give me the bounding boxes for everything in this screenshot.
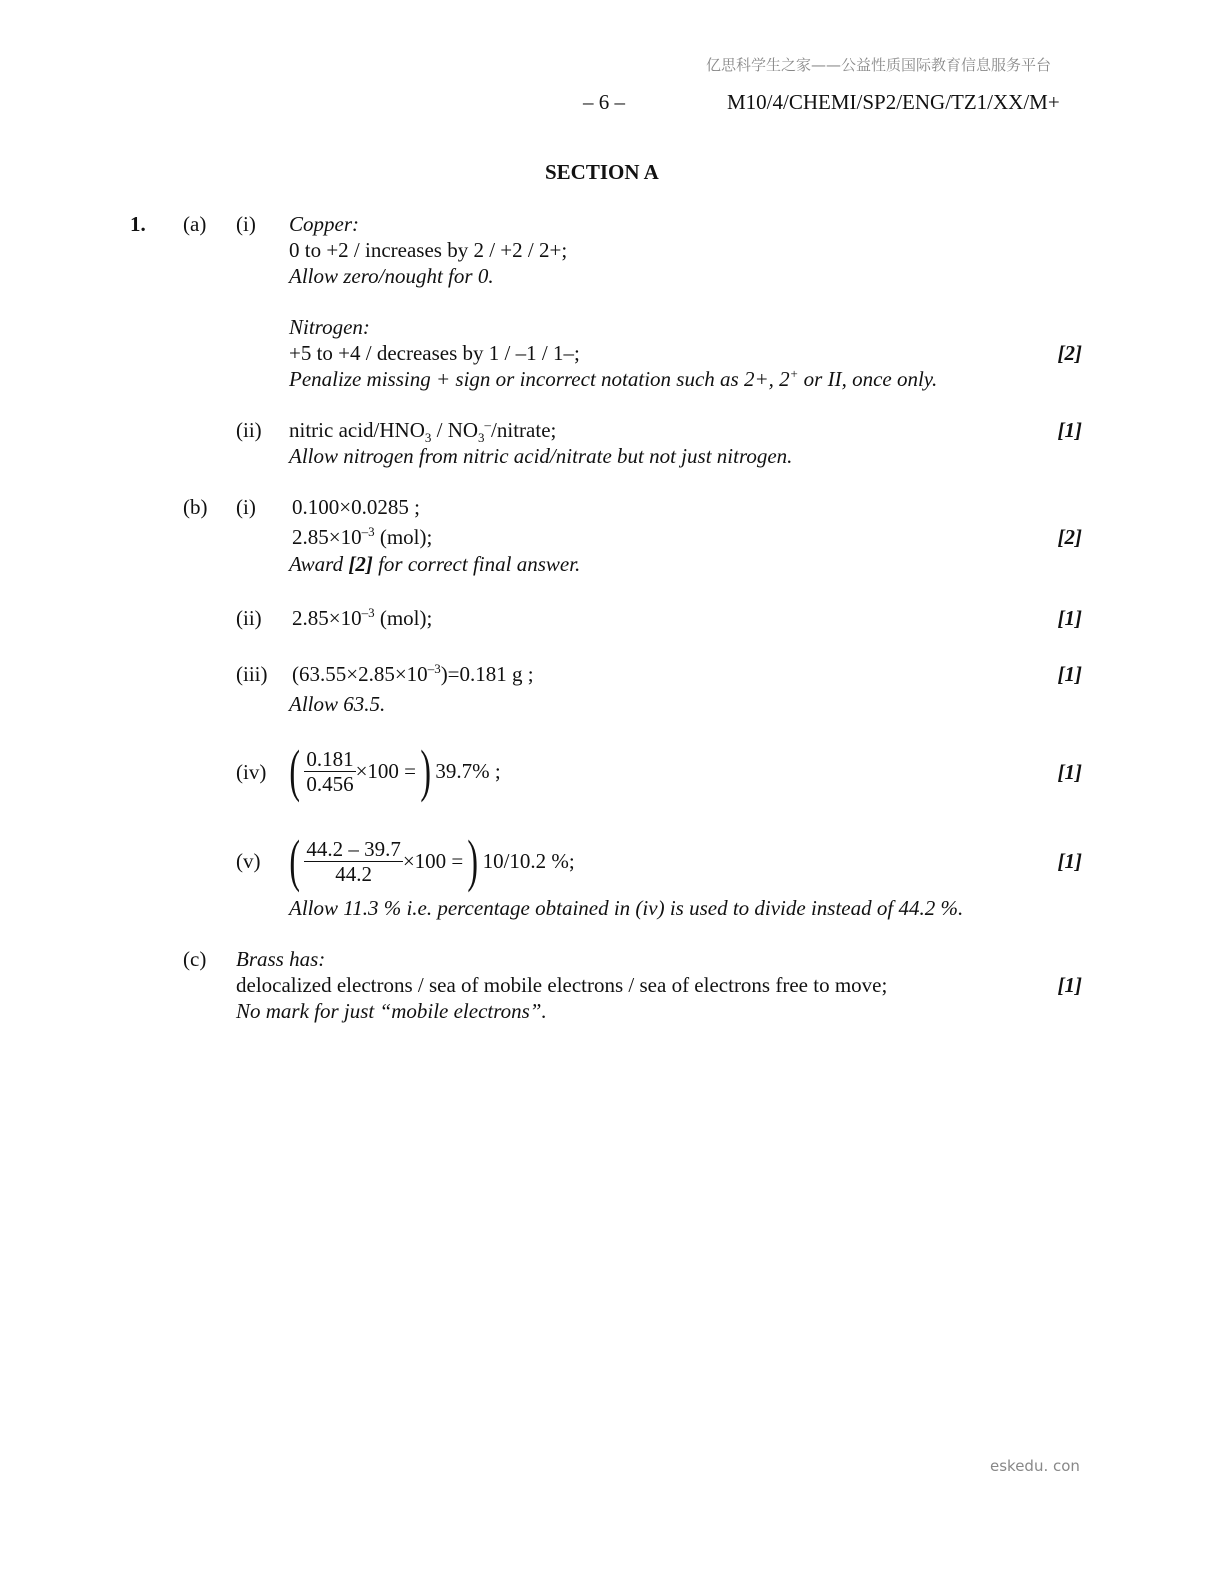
question-number: 1. xyxy=(130,212,146,236)
right-parenthesis: ) xyxy=(420,738,431,804)
part-c-marks: [1] xyxy=(1057,973,1082,997)
left-parenthesis: ( xyxy=(289,738,300,804)
part-b-ii-marks: [1] xyxy=(1057,606,1082,630)
part-c-answer: delocalized electrons / sea of mobile electrons / sea of electrons free to move; xyxy=(236,973,888,997)
part-b-iii-marks: [1] xyxy=(1057,662,1082,686)
section-title: SECTION A xyxy=(545,160,659,184)
copper-note: Allow zero/nought for 0. xyxy=(289,264,494,288)
part-b-label: (b) xyxy=(183,495,208,519)
page-number: – 6 – xyxy=(583,90,625,114)
part-b-iv-marks: [1] xyxy=(1057,760,1082,784)
part-b-i-line1: 0.100×0.0285 ; xyxy=(292,495,420,519)
watermark-top: 亿思科学生之家——公益性质国际教育信息服务平台 xyxy=(706,56,1052,74)
part-c-label: (c) xyxy=(183,947,207,971)
part-b-i-line2: $2.85\times 10^{-3}$ (mol); xyxy=(292,524,433,549)
document-code: M10/4/CHEMI/SP2/ENG/TZ1/XX/M+ xyxy=(727,90,1060,114)
part-b-v-label: (v) xyxy=(236,849,261,873)
part-b-ii-label: (ii) xyxy=(236,606,262,630)
copper-heading: Copper: xyxy=(289,212,359,236)
part-b-v-expression: ( $\frac{44.2 - 39.7}{44.2}$ ×100 =) 10/10.2 %; xyxy=(289,828,575,894)
nitrogen-answer: +5 to +4 / decreases by 1 / –1 / 1–; xyxy=(289,341,580,365)
part-c-note: No mark for just “mobile electrons”. xyxy=(236,999,547,1023)
part-a-i-label: (i) xyxy=(236,212,256,236)
part-a-ii-note: Allow nitrogen from nitric acid/nitrate but not just nitrogen. xyxy=(289,444,793,468)
part-a-ii-answer: nitric acid/$HNO_3$ / $NO_3^-$/nitrate; xyxy=(289,417,557,446)
part-b-i-note: Award [2] for correct final answer. xyxy=(289,552,581,576)
part-b-iv-expression: ( $\frac{0.181}{0.456}$ ×100 =) 39.7% ; xyxy=(289,738,501,804)
part-b-iii-note: Allow 63.5. xyxy=(289,692,386,716)
part-c-heading: Brass has: xyxy=(236,947,326,971)
right-parenthesis: ) xyxy=(467,828,479,894)
part-b-iv-label: (iv) xyxy=(236,760,267,784)
part-b-i-marks: [2] xyxy=(1057,525,1082,549)
fraction: $\frac{44.2 - 39.7}{44.2}$ xyxy=(306,836,401,886)
part-a-ii-label: (ii) xyxy=(236,418,262,442)
nitrogen-heading: Nitrogen: xyxy=(289,315,370,339)
fraction: $\frac{0.181}{0.456}$ xyxy=(306,746,354,796)
nitrogen-note: Penalize missing + sign or incorrect notation such as 2+, 2+ or II, once only. xyxy=(289,366,938,391)
part-b-v-note: Allow 11.3 % i.e. percentage obtained in (iv) is used to divide instead of 44.2 %. xyxy=(289,896,964,920)
part-b-v-marks: [1] xyxy=(1057,849,1082,873)
part-b-ii-answer: $2.85\times 10^{-3}$ (mol); xyxy=(292,605,433,630)
part-b-iii-label: (iii) xyxy=(236,662,268,686)
part-a-ii-marks: [1] xyxy=(1057,418,1082,442)
part-b-iii-answer: $(63.55\times 2.85\times 10^{-3})=0.181$ g ; xyxy=(292,661,534,686)
copper-answer: 0 to +2 / increases by 2 / +2 / 2+; xyxy=(289,238,568,262)
part-b-i-label: (i) xyxy=(236,495,256,519)
left-parenthesis: ( xyxy=(289,828,300,894)
watermark-bottom: eskedu. con xyxy=(990,1457,1080,1475)
part-a-label: (a) xyxy=(183,212,207,236)
part-a-i-marks: [2] xyxy=(1057,341,1082,365)
